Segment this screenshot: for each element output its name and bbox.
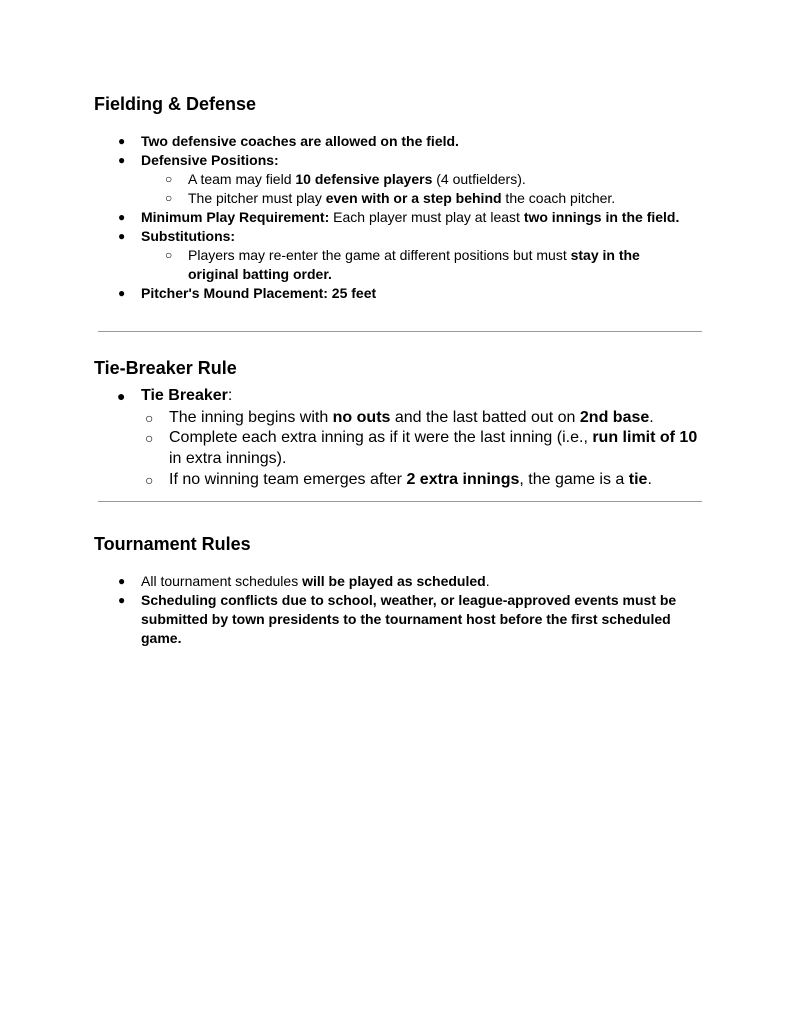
list-item bbox=[188, 189, 701, 208]
tournament-heading: Tournament Rules bbox=[94, 534, 251, 554]
list-item bbox=[188, 170, 701, 189]
text-segment: : bbox=[227, 387, 233, 404]
coaches-rule: Two defensive coaches are allowed on the field. bbox=[141, 133, 459, 149]
scheduling-conflicts-rule: Scheduling conflicts due to school, weather, or league-approved events must be submitted by town presidents to the tournament host before the first scheduled game. bbox=[141, 592, 677, 646]
list-item bbox=[169, 408, 711, 429]
list-item bbox=[169, 470, 711, 491]
list-item bbox=[141, 151, 701, 170]
substitutions-label: Substitutions: bbox=[141, 228, 236, 244]
text-segment: Players may re-enter the game at different positions but must bbox=[188, 247, 571, 263]
list-item bbox=[141, 208, 701, 227]
text-segment: The pitcher must play bbox=[188, 190, 326, 206]
text-segment: All tournament schedules bbox=[141, 573, 303, 589]
text-segment: (4 outfielders). bbox=[432, 171, 526, 187]
list-item bbox=[141, 386, 711, 407]
section-divider bbox=[98, 331, 702, 332]
positions-label: Defensive Positions: bbox=[141, 152, 279, 168]
text-segment: Complete each extra inning as if it were the last inning (i.e., bbox=[169, 429, 593, 447]
text-segment: stay in the original batting order. bbox=[188, 247, 640, 282]
text-segment: . bbox=[485, 573, 490, 589]
text-segment: in extra innings). bbox=[169, 450, 287, 468]
list-item bbox=[141, 572, 701, 591]
text-segment: 10 defensive players bbox=[295, 171, 433, 187]
text-segment: Each player must play at least bbox=[329, 209, 524, 225]
mound-rule: Pitcher's Mound Placement: 25 feet bbox=[141, 285, 377, 301]
list-item bbox=[169, 428, 709, 469]
text-segment: even with or a step behind bbox=[325, 190, 502, 206]
tiebreaker-list bbox=[141, 386, 711, 491]
text-segment: . bbox=[647, 470, 652, 488]
text-segment: will be played as scheduled bbox=[302, 573, 486, 589]
tournament-list bbox=[141, 572, 701, 648]
text-segment: 2 extra innings bbox=[406, 470, 520, 488]
tiebreaker-heading: Tie-Breaker Rule bbox=[94, 358, 237, 378]
list-item bbox=[141, 132, 701, 151]
text-segment: two innings in the field. bbox=[523, 209, 680, 225]
min-play-label: Minimum Play Requirement: bbox=[141, 209, 330, 225]
fielding-list bbox=[141, 132, 701, 303]
fielding-heading: Fielding & Defense bbox=[94, 94, 257, 114]
list-item bbox=[141, 591, 696, 648]
text-segment: 2nd base bbox=[579, 408, 650, 426]
tiebreaker-label: Tie Breaker bbox=[141, 387, 228, 404]
text-segment: The inning begins with bbox=[169, 408, 333, 426]
text-segment: If no winning team emerges after bbox=[169, 470, 407, 488]
text-segment: run limit of 10 bbox=[592, 429, 698, 447]
text-segment: . bbox=[649, 408, 654, 426]
text-segment: the coach pitcher. bbox=[501, 190, 616, 206]
text-segment: A team may field bbox=[188, 171, 296, 187]
list-item bbox=[188, 246, 658, 284]
list-item bbox=[141, 284, 701, 303]
list-item bbox=[141, 227, 701, 246]
section-divider bbox=[98, 501, 702, 502]
text-segment: tie bbox=[628, 470, 648, 488]
text-segment: no outs bbox=[332, 408, 391, 426]
text-segment: , the game is a bbox=[519, 470, 629, 488]
text-segment: and the last batted out on bbox=[390, 408, 580, 426]
